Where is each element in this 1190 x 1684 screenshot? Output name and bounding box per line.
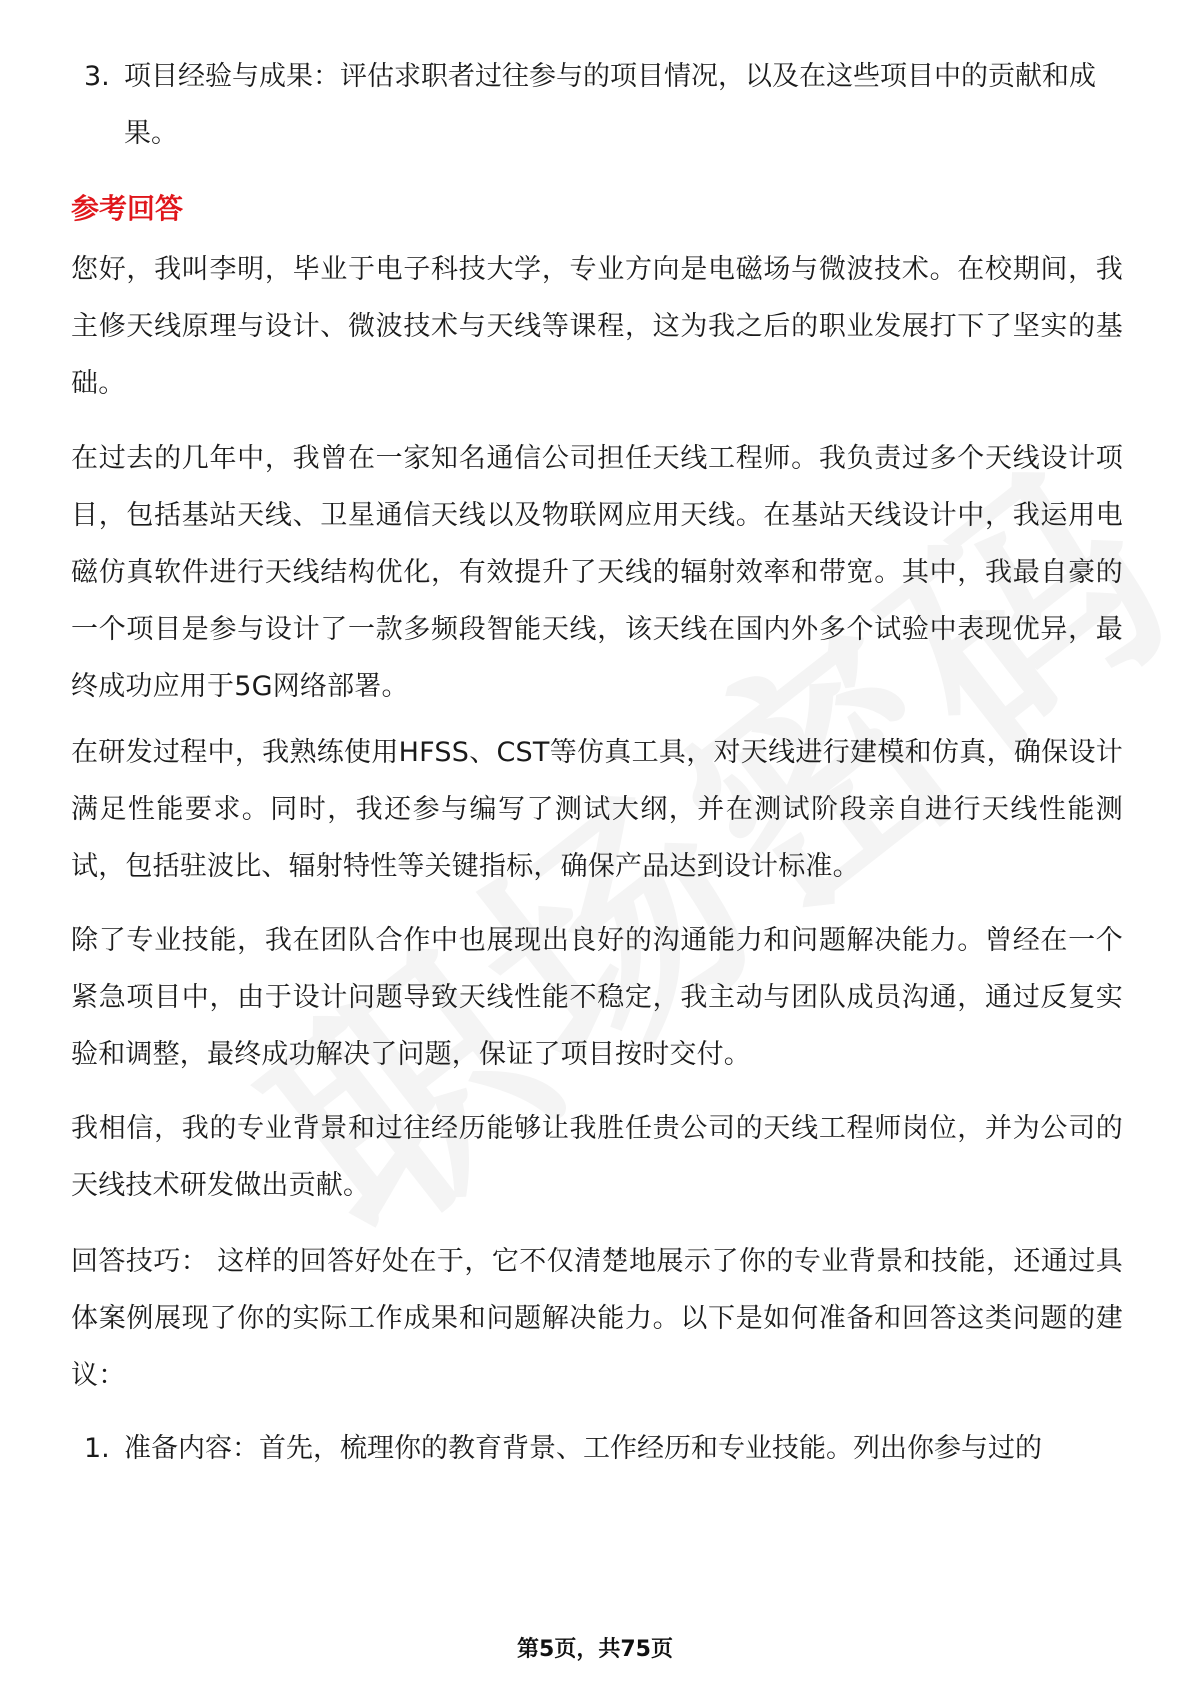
paragraph-conclusion: 我相信，我的专业背景和过往经历能够让我胜任贵公司的天线工程师岗位，并为公司的天线技术研发做出贡献。 (71, 1113, 1123, 1201)
paragraph-intro: 您好，我叫李明，毕业于电子科技大学，专业方向是电磁场与微波技术。在校期间，我主修天线原理与设计、微波技术与天线等课程，这为我之后的职业发展打下了坚实的基础。 (71, 254, 1123, 399)
list-number: 1. (84, 1433, 110, 1464)
section-title: 参考回答 (71, 192, 184, 225)
list-item-text: 项目经验与成果：评估求职者过往参与的项目情况，以及在这些项目中的贡献和成果。 (124, 61, 1096, 149)
paragraph-answer-tips: 回答技巧： 这样的回答好处在于，它不仅清楚地展示了你的专业背景和技能，还通过具体案例展现了你的实际工作成果和问题解决能力。以下是如何准备和回答这类问题的建议： (71, 1246, 1123, 1391)
page-footer: 第5页，共75页 (517, 1637, 673, 1662)
list-item-3 (84, 48, 1124, 162)
paragraph-teamwork: 除了专业技能，我在团队合作中也展现出良好的沟通能力和问题解决能力。曾经在一个紧急项目中，由于设计问题导致天线性能不稳定，我主动与团队成员沟通，通过反复实验和调整，最终成功解决了问题，保证了项目按时交付。 (71, 925, 1123, 1070)
paragraph-experience: 在过去的几年中，我曾在一家知名通信公司担任天线工程师。我负责过多个天线设计项目，包括基站天线、卫星通信天线以及物联网应用天线。在基站天线设计中，我运用电磁仿真软件进行天线结构优化，有效提升了天线的辐射效率和带宽。其中，我最自豪的一个项目是参与设计了一款多频段智能天线，该天线在国内外多个试验中表现优异，最终成功应用于5G网络部署。 (71, 443, 1123, 702)
list-item-text: 准备内容：首先，梳理你的教育背景、工作经历和专业技能。列出你参与过的 (124, 1433, 1042, 1464)
list-number: 3. (84, 61, 110, 92)
list-item-1 (84, 1420, 1124, 1477)
paragraph-rnd: 在研发过程中，我熟练使用HFSS、CST等仿真工具，对天线进行建模和仿真，确保设计满足性能要求。同时，我还参与编写了测试大纲，并在测试阶段亲自进行天线性能测试，包括驻波比、辐射特性等关键指标，确保产品达到设计标准。 (71, 737, 1123, 882)
